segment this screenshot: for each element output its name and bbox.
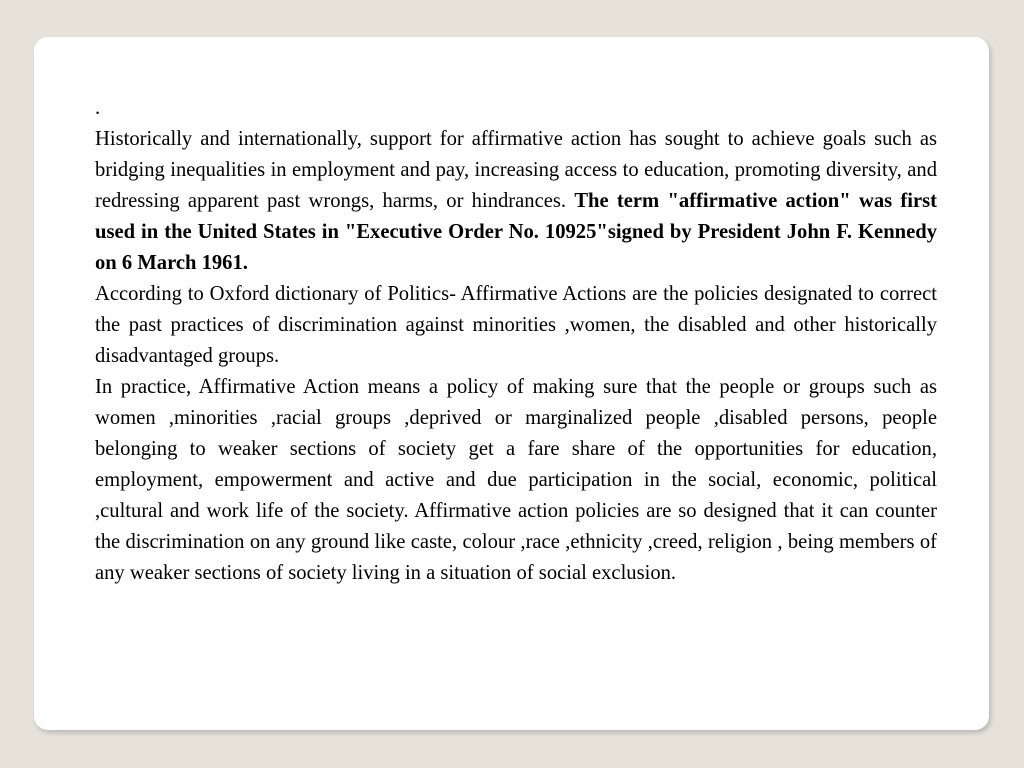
slide-card xyxy=(34,37,989,730)
bullet-dot: . xyxy=(95,97,101,119)
paragraph-oxford-definition: According to Oxford dictionary of Politics- Affirmative Actions are the policies designated to correct the past practices of discrimination against minorities ,women, the disabled and other historically disadvantaged groups. xyxy=(95,283,937,367)
paragraph-history xyxy=(95,124,937,279)
paragraph-in-practice: In practice, Affirmative Action means a policy of making sure that the people or groups such as women ,minorities ,racial groups ,deprived or marginalized people ,disabled persons, people belonging to weaker sections of society get a fare share of the opportunities for education, employment, empowerment and active and due participation in the social, economic, political ,cultural and work life of the society. Affirmative action policies are so designed that it can counter the discrimination on any ground like caste, colour ,race ,ethnicity ,creed, religion , being members of any weaker sections of society living in a situation of social exclusion. xyxy=(95,376,937,584)
executive-order-statement: The term "affirmative action" was first used in the United States in "Executive Order No. 10925"signed by President John F. Kennedy on 6 March 1961. xyxy=(95,190,937,274)
slide-text-body xyxy=(95,93,937,589)
paragraph-history-lead-in: Historically and internationally, support for affirmative action has sought to achieve goals such as bridging inequalities in employment and pay, increasing access to education, promoting diversity, and redressing apparent past wrongs, harms, or hindrances. xyxy=(95,128,937,212)
